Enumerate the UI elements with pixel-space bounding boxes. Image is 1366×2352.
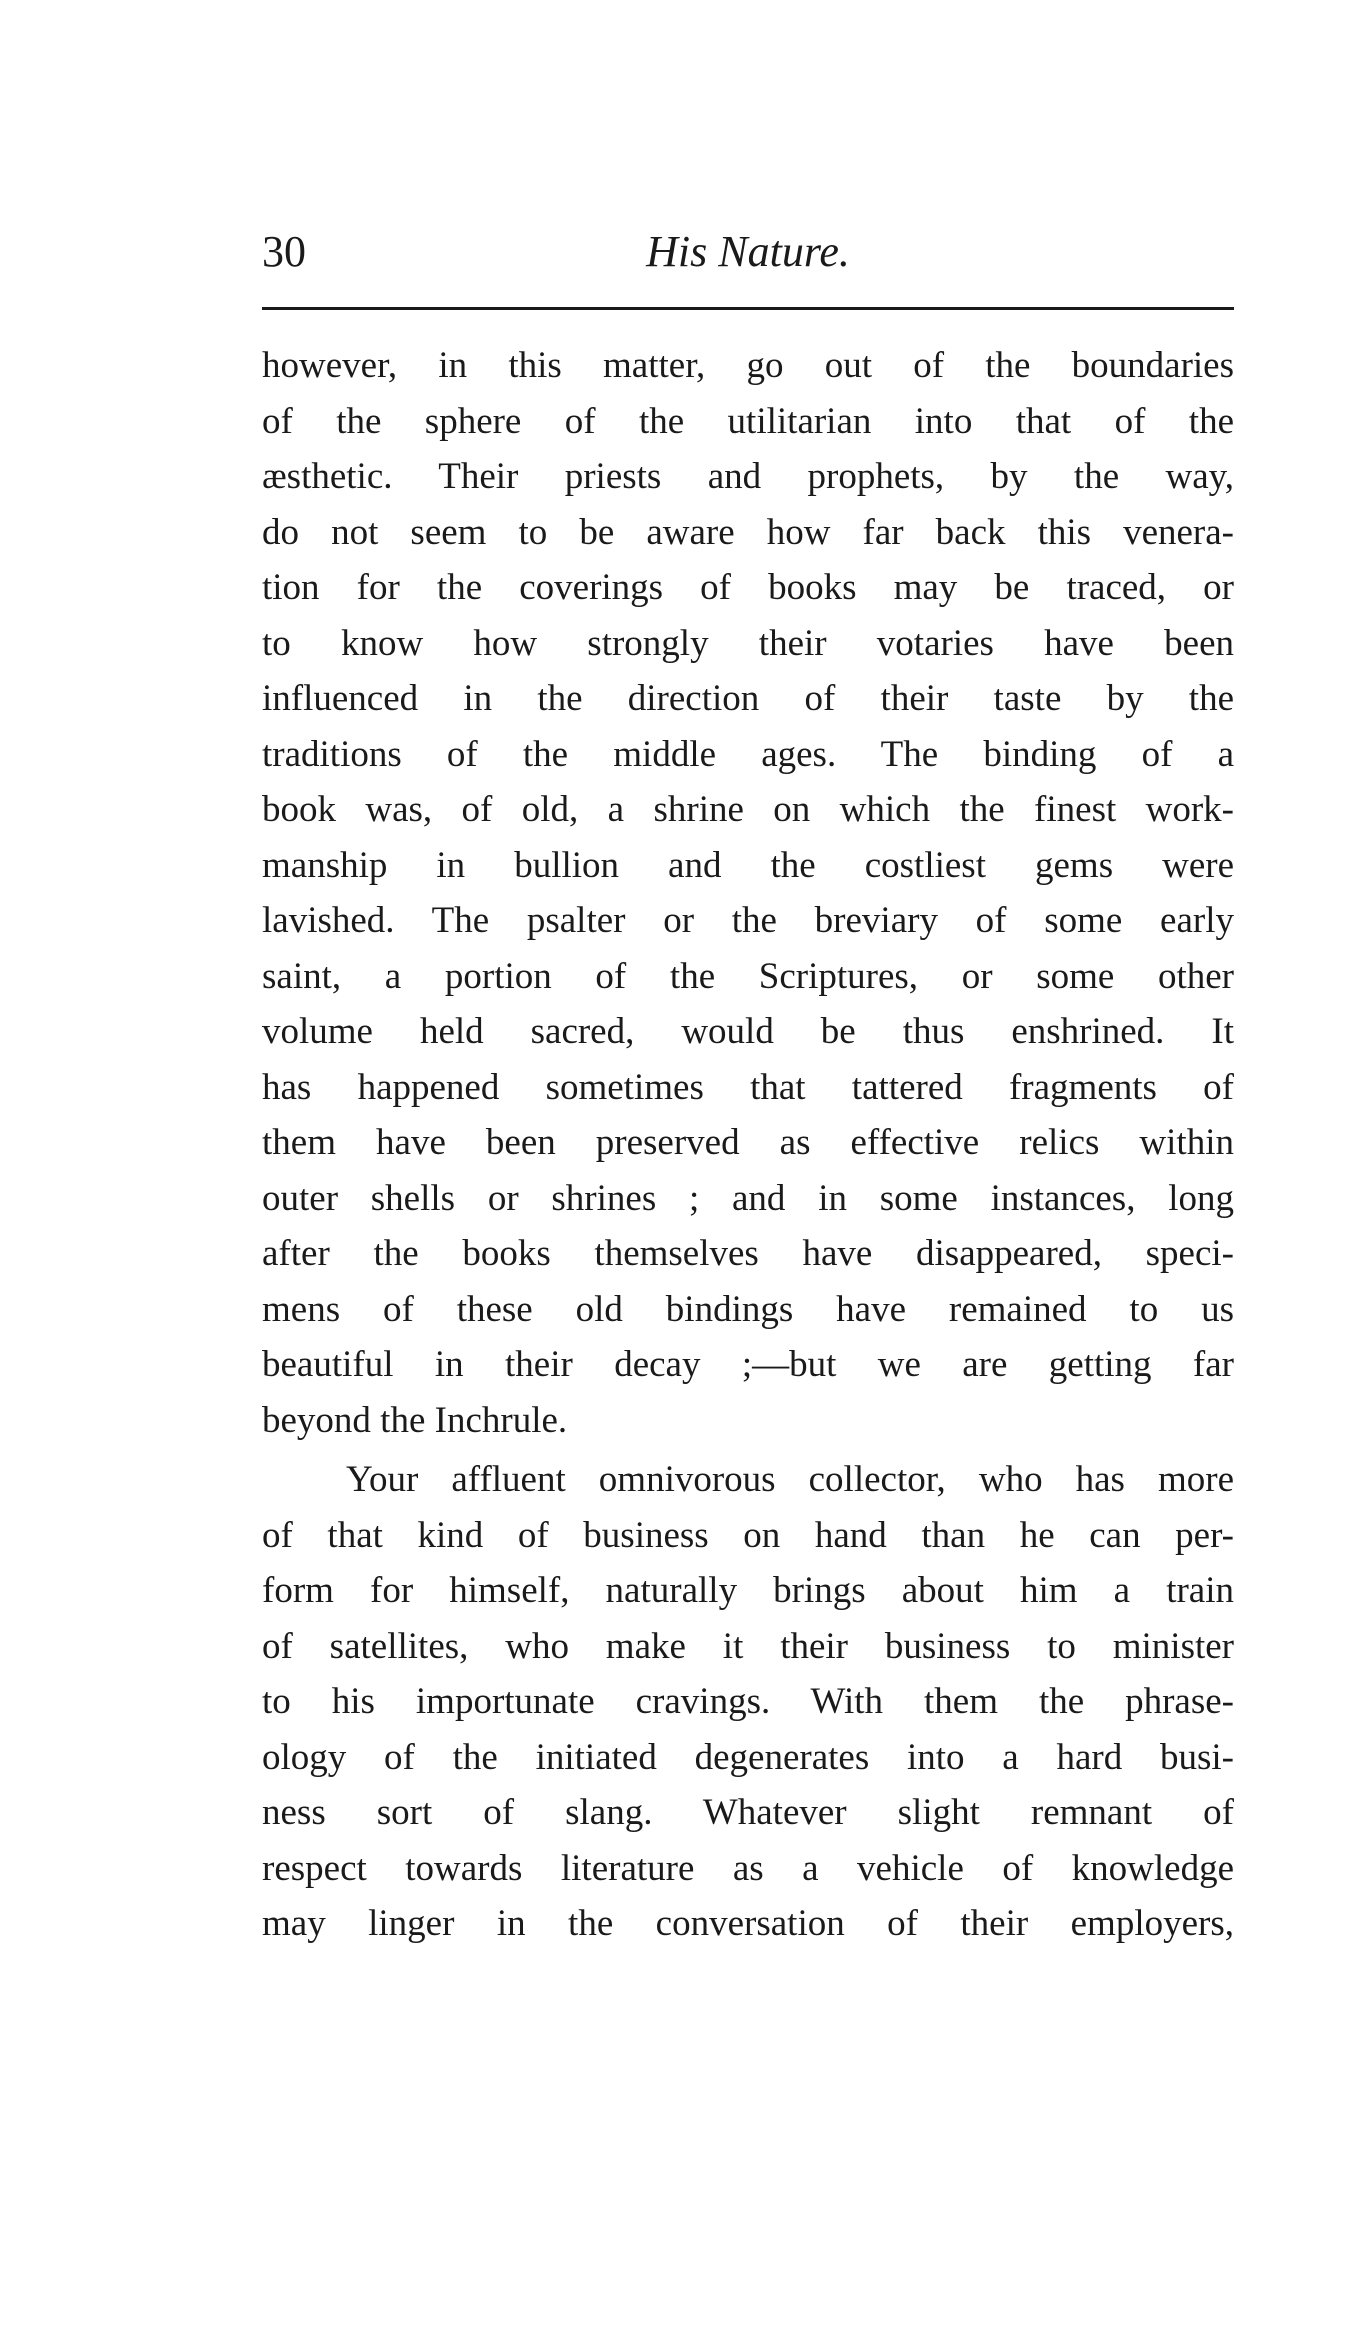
text-line: after the books themselves have disappeared, speci- [262, 1233, 1234, 1274]
page-number: 30 [262, 227, 306, 276]
text-line: do not seem to be aware how far back this venera- [262, 511, 1234, 553]
text-line: them have been preserved as effective relics within [262, 1122, 1234, 1163]
text-line: beautiful in their decay ;—but we are getting far [262, 1344, 1234, 1385]
text-line: form for himself, naturally brings about him a train [262, 1570, 1234, 1611]
text-line: saint, a portion of the Scriptures, or some other [262, 955, 1234, 997]
text-line: has happened sometimes that tattered fragments of [262, 1066, 1234, 1108]
text-line: ness sort of slang. Whatever slight remnant of [262, 1792, 1234, 1833]
text-line: of that kind of business on hand than he can per- [262, 1514, 1234, 1556]
text-line: to his importunate cravings. With them the phrase- [262, 1681, 1234, 1722]
text-line: mens of these old bindings have remained to us [262, 1288, 1234, 1330]
text-line: may linger in the conversation of their employers, [262, 1903, 1234, 1944]
text-line: however, in this matter, go out of the boundaries [262, 345, 1234, 386]
text-line: outer shells or shrines ; and in some instances, long [262, 1177, 1234, 1219]
text-line: ology of the initiated degenerates into a hard busi- [262, 1736, 1234, 1778]
text-line: of the sphere of the utilitarian into that of the [262, 400, 1234, 442]
text-line: respect towards literature as a vehicle of knowledge [262, 1847, 1234, 1889]
text-line: influenced in the direction of their taste by the [262, 678, 1234, 719]
text-line: æsthetic. Their priests and prophets, by the way, [262, 456, 1234, 497]
text-line: Your affluent omnivorous collector, who has more [346, 1459, 1234, 1500]
body-text [262, 338, 1234, 1952]
text-line: traditions of the middle ages. The binding of a [262, 733, 1234, 775]
text-line: manship in bullion and the costliest gems were [262, 844, 1234, 886]
text-line: beyond the Inchrule. [262, 1399, 568, 1441]
text-line: of satellites, who make it their business to minister [262, 1625, 1234, 1667]
paragraph [262, 338, 1234, 1448]
text-line: book was, of old, a shrine on which the finest work- [262, 789, 1234, 830]
text-line: to know how strongly their votaries have been [262, 622, 1234, 664]
running-head [262, 222, 1234, 292]
text-line: tion for the coverings of books may be traced, or [262, 567, 1234, 608]
paragraph [262, 1452, 1234, 1952]
running-title: His Nature. [646, 227, 850, 276]
text-line: lavished. The psalter or the breviary of some early [262, 900, 1234, 941]
header-rule [262, 307, 1234, 310]
text-line: volume held sacred, would be thus enshrined. It [262, 1011, 1234, 1052]
